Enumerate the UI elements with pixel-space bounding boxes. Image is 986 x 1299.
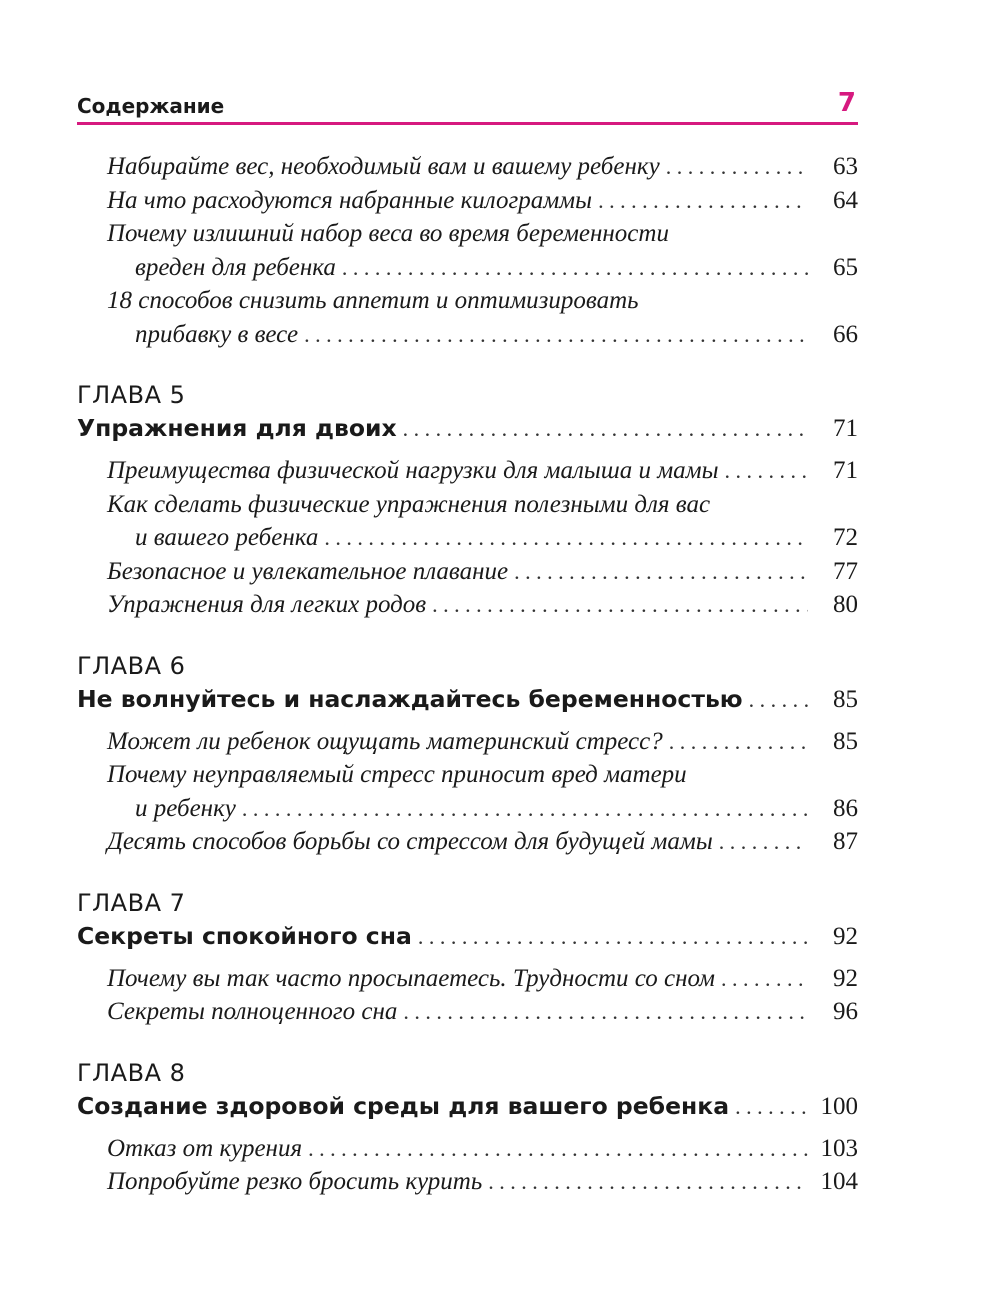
chapter-title: Не волнуйтесь и наслаждайтесь беременностью (77, 684, 743, 713)
dot-leader (308, 1132, 808, 1166)
dot-leader (735, 1089, 808, 1125)
dot-leader (342, 251, 808, 285)
header-page-number: 7 (837, 88, 856, 118)
toc-entry-title: Безопасное и увлекательное плавание (107, 557, 509, 585)
toc-entry-page: 87 (833, 828, 858, 855)
chapter-page: 92 (833, 922, 858, 950)
toc-entry[interactable] (77, 251, 858, 285)
header-title: Содержание (77, 94, 225, 118)
toc-entry-page: 64 (833, 186, 858, 214)
chapter-label: ГЛАВА 6 (77, 651, 186, 680)
toc-entry[interactable] (77, 150, 858, 184)
toc-entry-title: На что расходуются набранные килограммы (107, 186, 593, 214)
toc-entry-page: 92 (833, 964, 858, 992)
dot-leader (725, 454, 808, 488)
toc-entry-title-line1[interactable]: 18 способов снизить аппетит и оптимизировать (107, 287, 639, 314)
dot-leader (418, 919, 808, 955)
chapter-title-row[interactable] (77, 918, 858, 954)
toc-entry[interactable] (77, 792, 858, 826)
dot-leader (719, 825, 808, 859)
toc-entry[interactable] (77, 995, 858, 1029)
toc-entry-page: 65 (833, 253, 858, 281)
dot-leader (514, 555, 808, 589)
chapter-label: ГЛАВА 5 (77, 381, 186, 409)
toc-entry[interactable] (77, 454, 858, 488)
toc-entry-title: Десять способов борьбы со стрессом для будущей мамы (107, 828, 713, 855)
toc-entry-title: Упражнения для легких родов (107, 591, 427, 618)
dot-leader (304, 318, 808, 352)
toc-entry-title: Преимущества физической нагрузки для малыша и мамы (107, 457, 719, 484)
toc-entry-title-line2: вреден для ребенка (135, 253, 336, 281)
toc-entry-page: 66 (833, 320, 858, 348)
toc-entry[interactable] (77, 521, 858, 555)
toc-entry[interactable] (77, 825, 858, 859)
toc-entry-title: Попробуйте резко бросить курить (107, 1168, 483, 1195)
chapter-title: Секреты спокойного сна (77, 921, 412, 950)
chapter-page: 100 (820, 1092, 858, 1120)
toc-entry-title-line2: прибавку в весе (135, 320, 299, 348)
toc-entry-page: 104 (820, 1168, 858, 1195)
toc-entry[interactable] (77, 555, 858, 589)
toc-entry-title: Секреты полноценного сна (107, 998, 398, 1025)
toc-entry-page: 103 (820, 1134, 858, 1162)
chapter-title-row[interactable] (77, 1088, 858, 1124)
dot-leader (598, 184, 808, 218)
toc-entry-title: Отказ от курения (107, 1134, 303, 1162)
toc-entry-page: 80 (833, 591, 858, 618)
dot-leader (432, 588, 808, 622)
dot-leader (721, 962, 808, 996)
toc-entry-page: 96 (833, 998, 858, 1025)
toc-entry-page: 72 (833, 524, 858, 551)
chapter-label: ГЛАВА 7 (77, 888, 186, 917)
toc-entry[interactable] (77, 318, 858, 352)
toc-entry-title: Набирайте вес, необходимый вам и вашему ребенку (107, 153, 660, 180)
chapter-title-row[interactable] (77, 410, 858, 446)
table-of-contents (77, 150, 858, 1199)
chapter-title: Создание здоровой среды для вашего ребенка (77, 1091, 730, 1120)
toc-entry[interactable] (77, 725, 858, 759)
chapter-label: ГЛАВА 8 (77, 1058, 186, 1087)
toc-entry[interactable] (77, 184, 858, 218)
toc-entry-page: 86 (833, 794, 858, 822)
running-header (77, 88, 858, 126)
toc-entry[interactable] (77, 588, 858, 622)
dot-leader (749, 682, 808, 718)
dot-leader (242, 792, 808, 826)
dot-leader (666, 150, 808, 184)
toc-entry-title: Может ли ребенок ощущать материнский стресс? (107, 727, 663, 755)
toc-entry-page: 63 (833, 153, 858, 180)
dot-leader (403, 411, 808, 447)
toc-entry-page: 71 (833, 457, 858, 484)
toc-entry-title-line1[interactable]: Почему излишний набор веса во время беременности (107, 220, 669, 247)
header-rule (77, 122, 858, 125)
dot-leader (324, 521, 808, 555)
toc-entry-title-line2: и ребенку (135, 794, 236, 822)
toc-entry[interactable] (77, 1132, 858, 1166)
toc-entry[interactable] (77, 962, 858, 996)
toc-entry-title-line2: и вашего ребенка (135, 524, 319, 551)
chapter-page: 71 (833, 415, 858, 442)
dot-leader (488, 1165, 808, 1199)
dot-leader (669, 725, 808, 759)
toc-entry[interactable] (77, 1165, 858, 1199)
toc-entry-page: 85 (833, 727, 858, 755)
toc-entry-page: 77 (833, 557, 858, 585)
toc-entry-title-line1[interactable]: Почему неуправляемый стресс приносит вред матери (107, 761, 687, 788)
toc-entry-title: Почему вы так часто просыпаетесь. Трудности со сном (107, 964, 716, 992)
chapter-page: 85 (833, 685, 858, 713)
toc-entry-title-line1[interactable]: Как сделать физические упражнения полезными для вас (107, 490, 711, 518)
chapter-title: Упражнения для двоих (77, 414, 397, 442)
chapter-title-row[interactable] (77, 681, 858, 717)
dot-leader (403, 995, 808, 1029)
